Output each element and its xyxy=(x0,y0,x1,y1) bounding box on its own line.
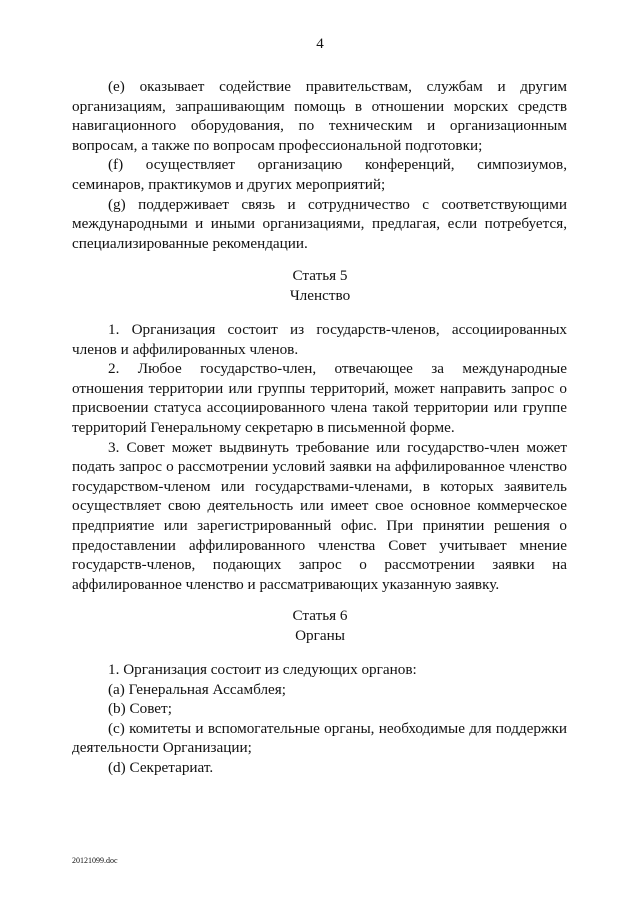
functions-list xyxy=(72,77,567,253)
article-6-item-d: (d) Секретариат. xyxy=(108,758,214,776)
article-5-paragraph-2: 2. Любое государство-член, отвечающее за международные отношения территории или группы территорий, может направить запрос о присвоении статуса ассоциированного члена такой территории или группе территорий Генеральному секретарю в письменной форме. xyxy=(72,360,567,436)
article-5-body xyxy=(72,320,567,594)
article-6-item-c: (c) комитеты и вспомогательные органы, необходимые для поддержки деятельности Организации; xyxy=(72,719,567,757)
article-6-title: Статья 6 xyxy=(292,607,348,624)
article-6-heading xyxy=(0,606,640,646)
article-6-subtitle: Органы xyxy=(295,627,345,644)
article-5-heading xyxy=(0,266,640,306)
article-5-paragraph-1: 1. Организация состоит из государств-членов, ассоциированных членов и аффилированных членов. xyxy=(72,321,567,358)
page-number: 4 xyxy=(316,36,324,52)
footer-filename: 20121099.doc xyxy=(72,856,118,865)
function-item-f: (f) осуществляет организацию конференций, симпозиумов, семинаров, практикумов и других мероприятий; xyxy=(72,156,567,193)
article-5-subtitle: Членство xyxy=(289,287,351,304)
article-6-item-b: (b) Совет; xyxy=(108,700,172,718)
article-6-item-a: (a) Генеральная Ассамблея; xyxy=(108,680,286,698)
article-6-body xyxy=(72,660,567,778)
function-item-e: (e) оказывает содействие правительствам, службам и другим организациям, запрашивающим помощь в отношении морских средств навигационного оборудования, по техническим и организационным вопросам, а также по вопросам профессиональной подготовки; xyxy=(72,78,567,154)
article-6-paragraph-1: 1. Организация состоит из следующих органов: xyxy=(108,661,417,678)
article-5-paragraph-3: 3. Совет может выдвинуть требование или государство-член может подать запрос о рассмотрении условий заявки на аффилированное членство государством-членом или государствами-членами, в которых заявитель осуществляет свою деятельность или имеет свое основное коммерческое предприятие или зарегистрированный офис. При принятии решения о предоставлении аффилированного членства Совет учитывает мнение государств-членов, подающих запрос о рассмотрении заявки на аффилированное членство и рассматривающих указанную заявку. xyxy=(72,438,567,593)
article-5-title: Статья 5 xyxy=(292,267,348,284)
function-item-g: (g) поддерживает связь и сотрудничество с соответствующими международными и иными организациями, предлагая, если потребуется, специализированные рекомендации. xyxy=(72,195,567,252)
